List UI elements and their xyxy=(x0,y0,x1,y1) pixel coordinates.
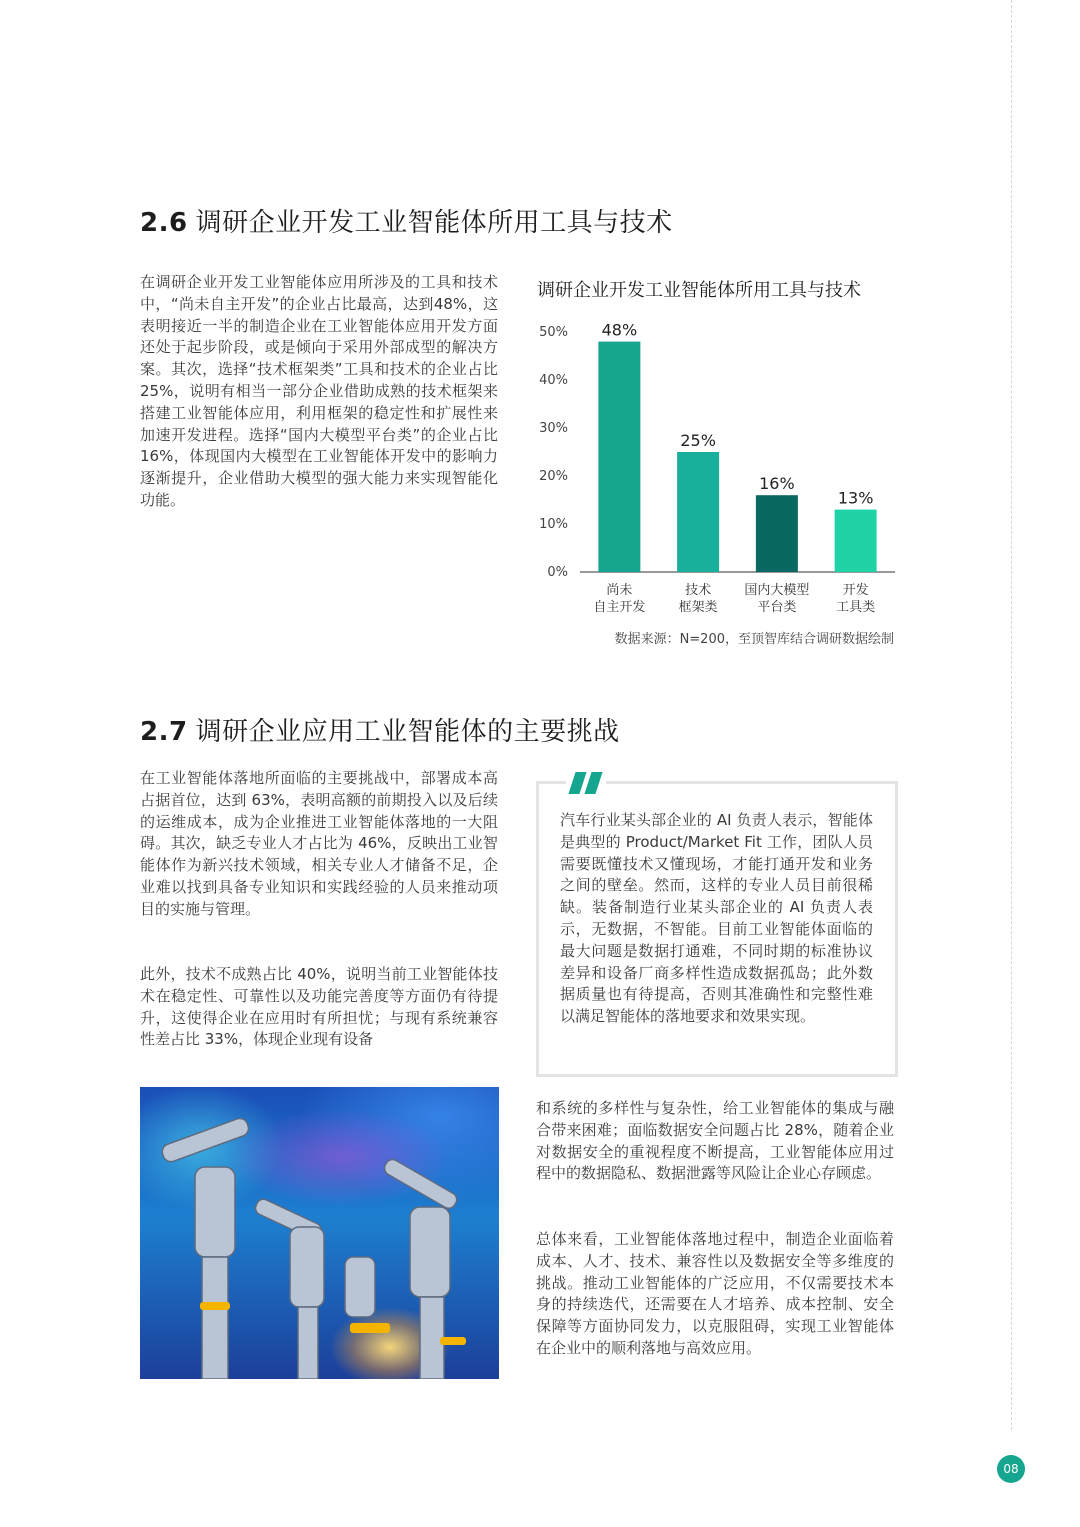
bar xyxy=(677,452,719,572)
bar-chart xyxy=(530,310,900,628)
y-tick-label: 30% xyxy=(539,421,568,436)
chart-source-note: 数据来源：N=200，至顶智库结合调研数据绘制 xyxy=(614,632,894,647)
bar xyxy=(835,510,877,572)
data-label: 16% xyxy=(759,474,795,494)
section-2-7-paragraph-3: 和系统的多样性与复杂性，给工业智能体的集成与融合带来困难；面临数据安全问题占比 28%，随着企业对数据安全的重视程度不断提高，工业智能体应用过程中的数据隐私、数据泄露等风险让企业心存顾虑。 xyxy=(536,1099,894,1183)
quote-mark-icon xyxy=(566,768,606,798)
robot-arms-illustration xyxy=(140,1087,499,1379)
page-edge-divider xyxy=(1011,0,1012,1430)
x-tick-label: 国内大模型 xyxy=(744,583,810,598)
y-tick-label: 40% xyxy=(539,373,568,388)
section-2-6-heading xyxy=(140,202,673,239)
x-tick-label: 框架类 xyxy=(678,600,718,615)
x-tick-label: 尚未 xyxy=(606,583,633,598)
x-tick-label: 平台类 xyxy=(757,600,797,615)
y-tick-label: 10% xyxy=(539,517,568,532)
section-2-7-paragraph-4: 总体来看，工业智能体落地过程中，制造企业面临着成本、人才、技术、兼容性以及数据安全等多维度的挑战。推动工业智能体的广泛应用，不仅需要技术本身的持续迭代，还需要在人才培养、成本控制、安全保障等方面协同发力，以克服阻碍，实现工业智能体在企业中的顺利落地与高效应用。 xyxy=(536,1230,894,1357)
section-2-6-title: 调研企业开发工业智能体所用工具与技术 xyxy=(195,208,673,238)
x-tick-label: 技术 xyxy=(685,583,712,598)
section-2-6-number: 2.6 xyxy=(140,208,188,238)
section-2-6-paragraph: 在调研企业开发工业智能体应用所涉及的工具和技术中，“尚未自主开发”的企业占比最高，达到48%，这表明接近一半的制造企业在工业智能体应用开发方面还处于起步阶段，或是倾向于采用外部成型的解决方案。其次，选择“技术框架类”工具和技术的企业占比 25%，说明有相当一部分企业借助成熟的技术框架来搭建工业智能体应用，利用框架的稳定性和扩展性来加速开发进程。选择“国内大模型平台类”的企业占比 16%，体现国内大模型在工业智能体开发中的影响力逐渐提升，企业借助大模型的强大能力来实现智能化功能。 xyxy=(140,273,498,509)
x-tick-label: 工具类 xyxy=(836,600,876,615)
data-label: 25% xyxy=(680,431,716,450)
page-number-badge: 08 xyxy=(997,1455,1025,1483)
y-tick-label: 50% xyxy=(539,325,568,340)
industrial-robot-arms-photo xyxy=(140,1087,499,1379)
bar xyxy=(756,495,798,572)
section-2-7-title: 调研企业应用工业智能体的主要挑战 xyxy=(195,717,620,747)
bar xyxy=(598,342,640,572)
data-label: 13% xyxy=(837,488,874,508)
x-tick-label: 自主开发 xyxy=(593,600,646,615)
data-label: 48% xyxy=(601,320,638,340)
section-2-7-number: 2.7 xyxy=(140,717,188,747)
section-2-7-paragraph-1: 在工业智能体落地所面临的主要挑战中，部署成本高占据首位，达到 63%，表明高额的前期投入以及后续的运维成本，成为企业推进工业智能体落地的一大阻碍。其次，缺乏专业人才占比为 46%，反映出工业智能体作为新兴技术领域，相关专业人才储备不足，企业难以找到具备专业知识和实践经验的人员来推动项目的实施与管理。 xyxy=(140,769,498,918)
x-tick-label: 开发 xyxy=(842,583,869,598)
y-tick-label: 0% xyxy=(547,565,568,580)
section-2-7-paragraph-2: 此外，技术不成熟占比 40%，说明当前工业智能体技术在稳定性、可靠性以及功能完善度等方面仍有待提升，这使得企业在应用时有所担忧；与现有系统兼容性差占比 33%，体现企业现有设备 xyxy=(140,965,498,1049)
quote-text: 汽车行业某头部企业的 AI 负责人表示，智能体是典型的 Product/Market Fit 工作，团队人员需要既懂技术又懂现场，才能打通开发和业务之间的壁垒。然而，这样的专业人员目前很稀缺。装备制造行业某头部企业的 AI 负责人表示，无数据，不智能。目前工业智能体面临的最大问题是数据打通难，不同时期的标准协议差异和设备厂商多样性造成数据孤岛；此外数据质量也有待提高，否则其准确性和完整性难以满足智能体的落地要求和效果实现。 xyxy=(560,811,873,1026)
section-2-7-heading xyxy=(140,711,620,748)
y-tick-label: 20% xyxy=(539,469,568,484)
chart-title: 调研企业开发工业智能体所用工具与技术 xyxy=(537,280,861,301)
